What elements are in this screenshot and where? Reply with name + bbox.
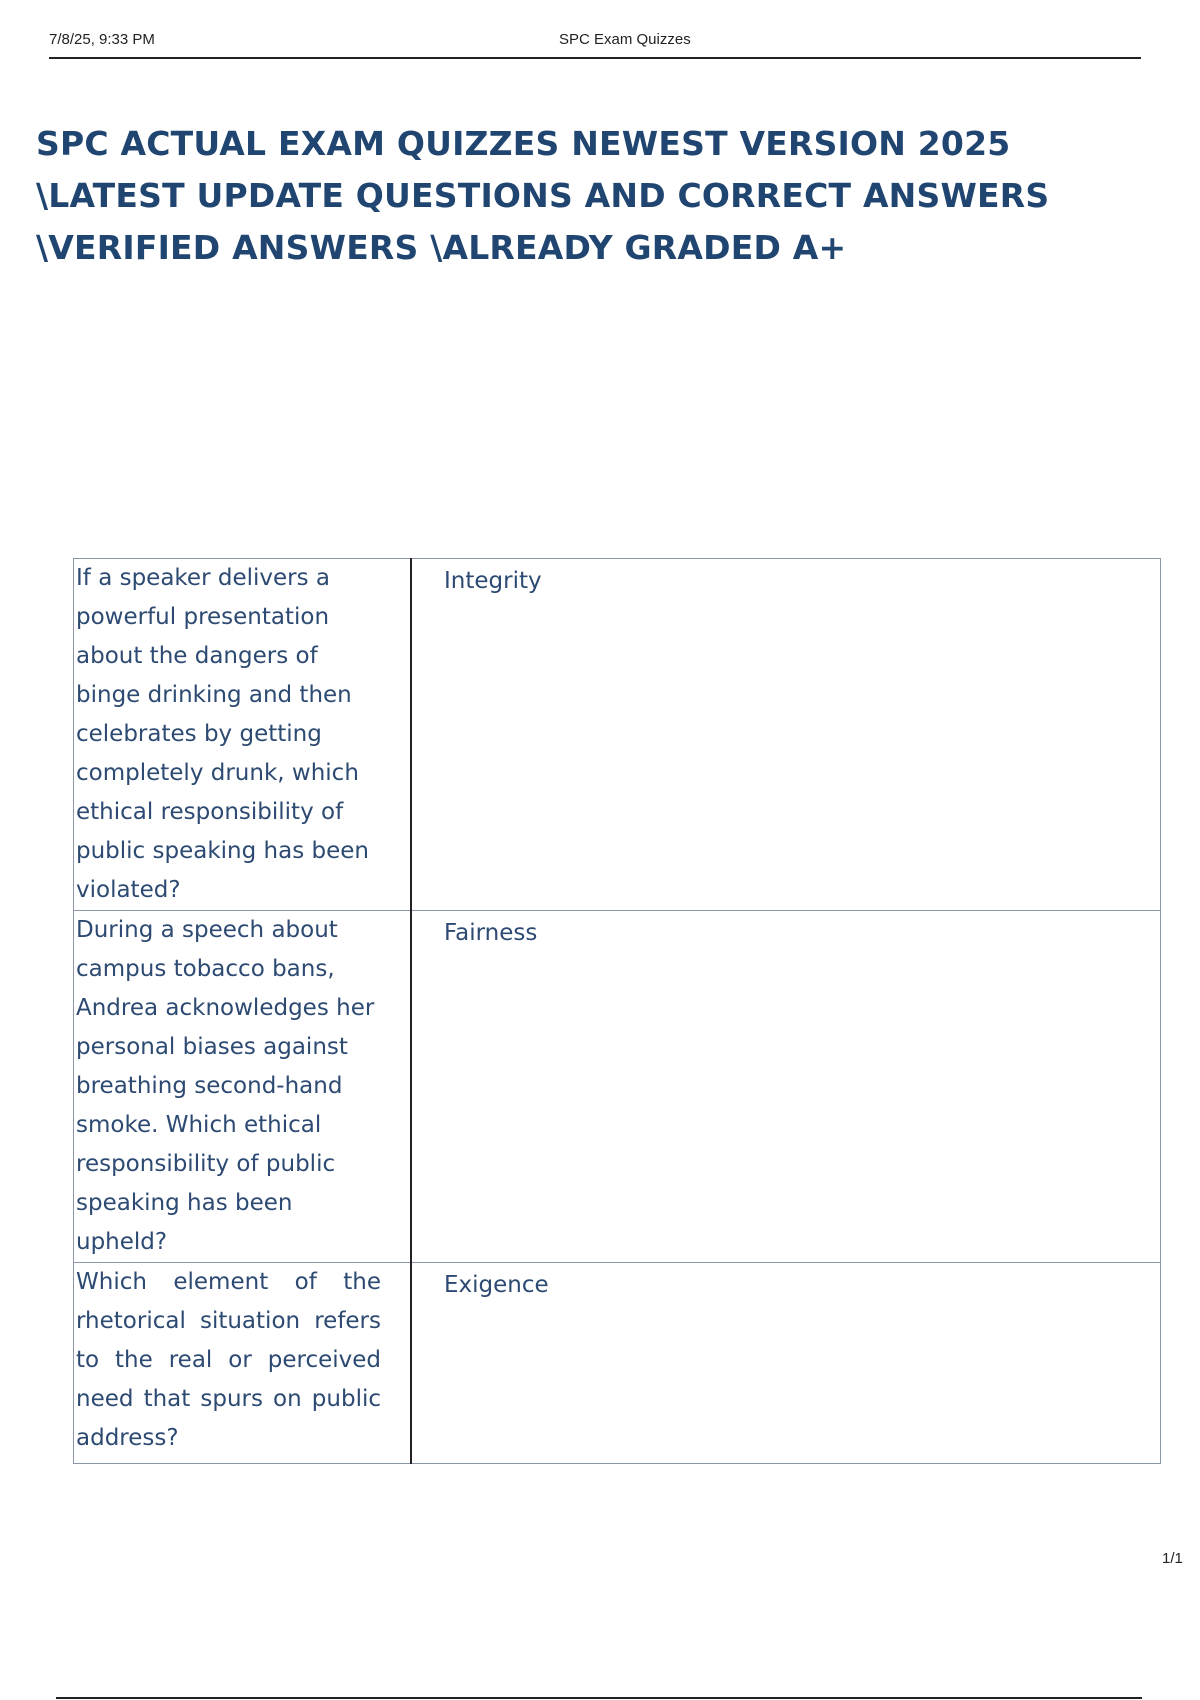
table-row (74, 911, 1161, 1263)
print-page-title: SPC Exam Quizzes (559, 31, 691, 48)
question-cell (74, 911, 412, 1263)
document-title (36, 118, 1176, 274)
answer-text: Fairness (444, 920, 538, 946)
question-cell (74, 1263, 412, 1464)
table-row (74, 1263, 1161, 1464)
answer-text: Integrity (444, 568, 542, 594)
question-text: If a speaker delivers a powerful presentation about the dangers of binge drinking and then celebrates by getting completely drunk, which ethical responsibility of public speaking has been violated? (76, 565, 369, 903)
bottom-divider (56, 1697, 1142, 1699)
answer-cell (411, 911, 1161, 1263)
title-line-2: \LATEST UPDATE QUESTIONS AND CORRECT ANSWERS (36, 176, 1050, 215)
print-header (49, 29, 1141, 59)
qa-table (73, 558, 1161, 1464)
question-cell (74, 559, 412, 911)
print-date: 7/8/25, 9:33 PM (49, 31, 155, 48)
answer-cell (411, 559, 1161, 911)
table-row (74, 559, 1161, 911)
page-number: 1/1 (1162, 1550, 1183, 1567)
title-line-3: \VERIFIED ANSWERS \ALREADY GRADED A+ (36, 228, 847, 267)
question-text: Which element of the rhetorical situation refers to the real or perceived need that spurs on public address? (76, 1269, 381, 1451)
answer-cell (411, 1263, 1161, 1464)
question-text: During a speech about campus tobacco bans, Andrea acknowledges her personal biases against breathing second-hand smoke. Which ethical responsibility of public speaking has been upheld? (76, 917, 375, 1255)
title-line-1: SPC ACTUAL EXAM QUIZZES NEWEST VERSION 2025 (36, 124, 1011, 163)
answer-text: Exigence (444, 1272, 549, 1298)
